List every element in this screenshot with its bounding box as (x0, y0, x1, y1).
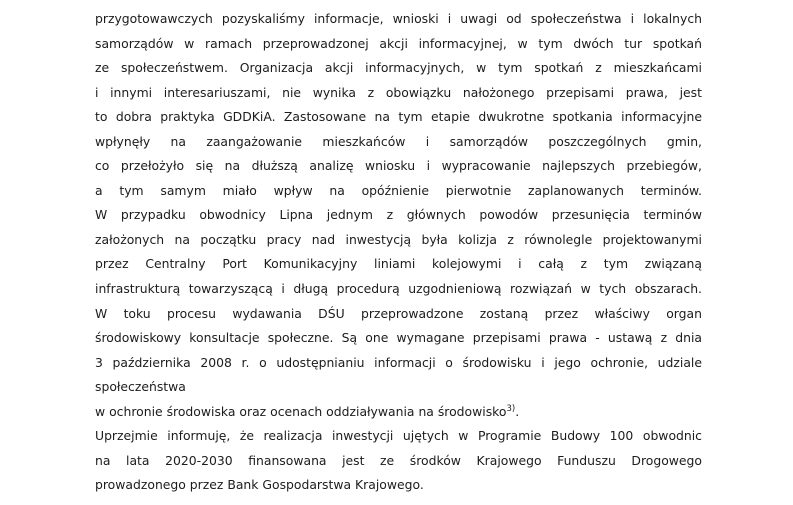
text-line: W przypadku obwodnicy Lipna jednym z głównych powodów przesunięcia terminów (95, 207, 702, 223)
text-line: ze społeczeństwem. Organizacja akcji informacyjnych, w tym spotkań z mieszkańcami (95, 60, 702, 76)
text-line: założonych na początku pracy nad inwestycją była kolizja z równolegle projektowanymi (95, 231, 702, 247)
text-line: na lata 2020-2030 finansowana jest ze środków Krajowego Funduszu Drogowego (95, 452, 702, 468)
text-line: wpłynęły na zaangażowanie mieszkańców i samorządów poszczególnych gmin, (95, 133, 702, 149)
text-line: prowadzonego przez Bank Gospodarstwa Krajowego. (95, 477, 424, 493)
text-line: Uprzejmie informuję, że realizacja inwestycji ujętych w Programie Budowy 100 obwodnic (95, 428, 702, 444)
text-line: a tym samym miało wpływ na opóźnienie pierwotnie zaplanowanych terminów. (95, 182, 702, 198)
text-line: środowiskowy konsultacje społeczne. Są one wymagane przepisami prawa - ustawą z dnia (95, 330, 702, 346)
text-line: społeczeństwa (95, 379, 186, 395)
text-line: to dobra praktyka GDDKiA. Zastosowane na tym etapie dwukrotne spotkania informacyjne (95, 109, 702, 125)
text-line: co przełożyło się na dłuższą analizę wniosku i wypracowanie najlepszych przebiegów, (95, 158, 702, 174)
text-line: W toku procesu wydawania DŚU przeprowadzone zostaną przez właściwy organ (95, 305, 702, 321)
text-line: przygotowawczych pozyskaliśmy informacje, wnioski i uwagi od społeczeństwa i lokalnych (95, 11, 702, 26)
text-line: i innymi interesariuszami, nie wynika z obowiązku nałożonego przepisami prawa, jest (95, 84, 702, 100)
text-segment: w ochronie środowiska oraz ocenach oddziaływania na środowisko (95, 403, 507, 419)
text-line: 3 października 2008 r. o udostępnianiu informacji o środowisku i jego ochronie, udziale (95, 354, 702, 370)
text-segment: . (515, 403, 520, 419)
text-line-with-footnote (95, 400, 702, 425)
letter-body (95, 7, 702, 498)
footnote-reference: 3) (506, 403, 516, 414)
text-line: przez Centralny Port Komunikacyjny liniami kolejowymi i całą z tym związaną (95, 256, 702, 272)
text-line: infrastrukturą towarzyszącą i długą procedurą uzgodnieniową rozwiązań w tych obszarach. (95, 281, 702, 297)
text-line: samorządów w ramach przeprowadzonej akcji informacyjnej, w tym dwóch tur spotkań (95, 35, 702, 51)
